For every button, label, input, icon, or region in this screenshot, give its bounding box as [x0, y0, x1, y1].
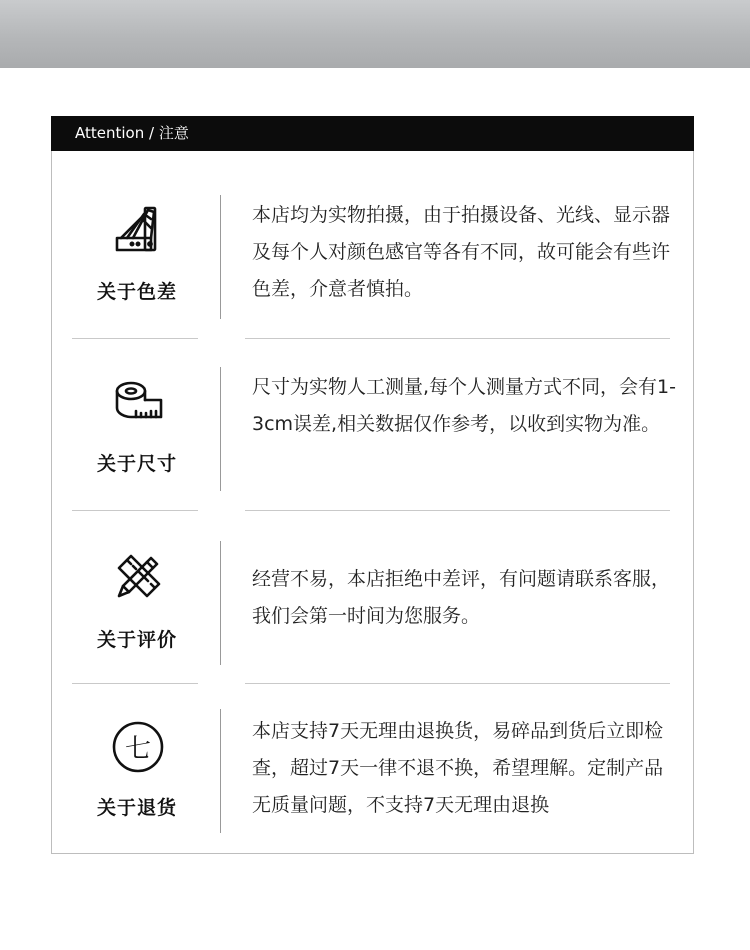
- section-text: 经营不易，本店拒绝中差评，有问题请联系客服，我们会第一时间为您服务。: [252, 568, 671, 627]
- seven-days-icon-text: 七: [124, 734, 152, 764]
- color-swatch-icon: [110, 201, 166, 257]
- pencil-ruler-icon: [110, 549, 166, 605]
- divider-horizontal: [245, 338, 670, 339]
- seven-days-icon: [110, 719, 166, 775]
- section-returns: [52, 709, 693, 833]
- divider-vertical: [220, 541, 221, 665]
- section-color-difference: [52, 195, 693, 319]
- attention-card: [51, 116, 694, 854]
- divider-horizontal: [72, 338, 198, 339]
- divider-vertical: [220, 709, 221, 833]
- section-size: [52, 367, 693, 491]
- divider-horizontal: [72, 683, 198, 684]
- section-text: 尺寸为实物人工测量,每个人测量方式不同，会有1-3cm误差,相关数据仅作参考，以收到实物为准。: [252, 376, 676, 435]
- divider-horizontal: [72, 510, 198, 511]
- section-title: 关于尺寸: [96, 453, 177, 475]
- divider-horizontal: [245, 683, 670, 684]
- top-banner-image: [0, 0, 750, 68]
- section-title: 关于色差: [96, 281, 177, 303]
- section-text: 本店支持7天无理由退换货，易碎品到货后立即检查，超过7天一律不退不换，希望理解。定制产品无质量问题，不支持7天无理由退换: [252, 720, 664, 816]
- measuring-tape-icon: [110, 373, 166, 429]
- card-header-title: Attention / 注意: [51, 116, 694, 151]
- section-title: 关于评价: [96, 629, 177, 651]
- divider-vertical: [220, 195, 221, 319]
- divider-vertical: [220, 367, 221, 491]
- divider-horizontal: [245, 510, 670, 511]
- section-title: 关于退货: [96, 797, 177, 819]
- section-review: [52, 541, 693, 665]
- section-text: 本店均为实物拍摄，由于拍摄设备、光线、显示器及每个人对颜色感官等各有不同，故可能会有些许色差，介意者慎拍。: [252, 204, 671, 300]
